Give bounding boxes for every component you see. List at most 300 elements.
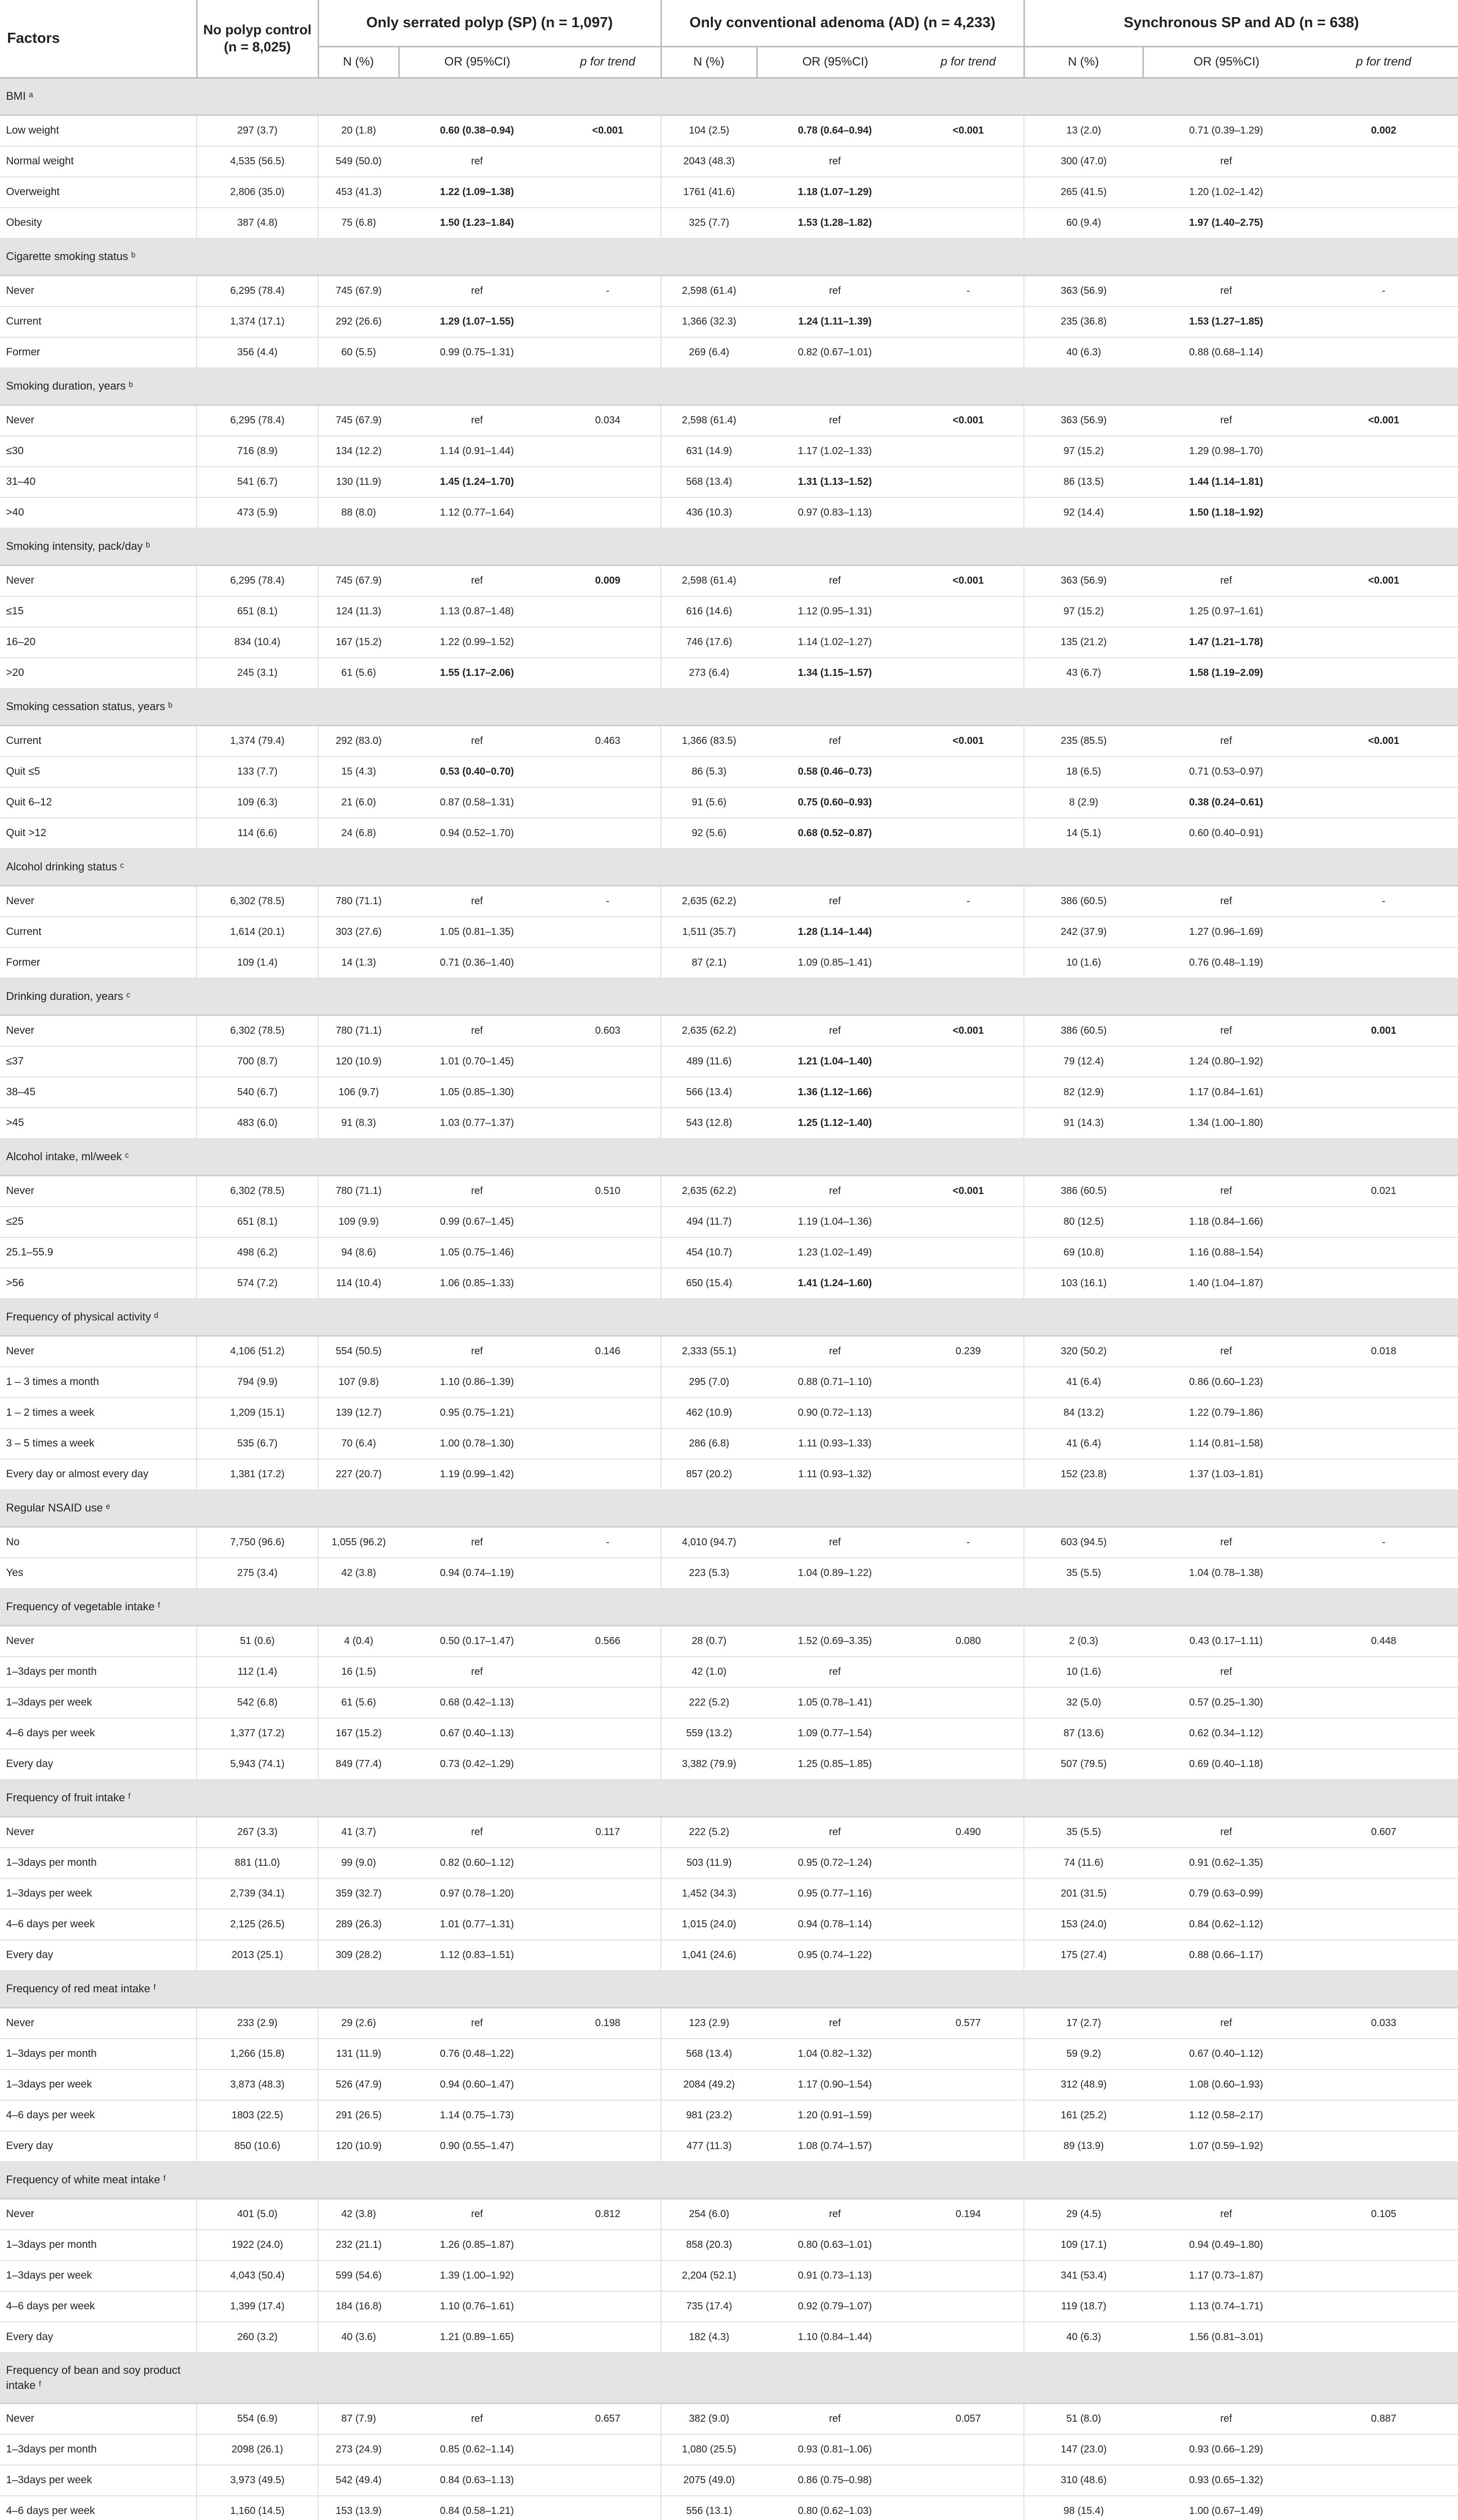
cell-sync-n: 13 (2.0): [1024, 115, 1143, 146]
row-label: Low weight: [0, 115, 197, 146]
cell-ad-or: 0.88 (0.71–1.10): [757, 1367, 913, 1398]
section-fill: [197, 1780, 1458, 1817]
cell-ad-or: [757, 1046, 913, 1077]
cell-ad-or-bold: 1.53 (1.28–1.82): [798, 217, 872, 228]
cell-sync-n: 89 (13.9): [1024, 2131, 1143, 2162]
cell-sp-or: 0.50 (0.17–1.47): [399, 1625, 555, 1657]
cell-sp-p: [555, 757, 661, 787]
cell-sync-n: 98 (15.4): [1024, 2496, 1143, 2520]
cell-ad-or: [757, 177, 913, 208]
cell-no-polyp: 4,535 (56.5): [197, 146, 318, 177]
cell-sync-n: 312 (48.9): [1024, 2069, 1143, 2100]
cell-no-polyp: 3,873 (48.3): [197, 2069, 318, 2100]
table-row: [0, 1367, 1458, 1398]
cell-sp-n: 526 (47.9): [318, 2069, 399, 2100]
cell-ad-p: [913, 658, 1024, 688]
table-row: [0, 2260, 1458, 2291]
cell-no-polyp: 267 (3.3): [197, 1816, 318, 1848]
cell-sync-n: 40 (6.3): [1024, 337, 1143, 368]
cell-sp-p: [555, 818, 661, 849]
cell-sync-p-bold: <0.001: [1368, 575, 1400, 586]
cell-ad-or: 1.19 (1.04–1.36): [757, 1207, 913, 1237]
cell-sp-n: 106 (9.7): [318, 1077, 399, 1108]
cell-ad-p: [913, 948, 1024, 978]
cell-sp-p: [555, 497, 661, 528]
cell-sp-p: [555, 565, 661, 596]
cell-sp-p: [555, 2069, 661, 2100]
cell-sp-or: 1.05 (0.75–1.46): [399, 1237, 555, 1268]
cell-sync-p: [1309, 1108, 1458, 1139]
cell-ad-or: ref: [757, 1657, 913, 1687]
cell-sync-p-bold: <0.001: [1368, 735, 1400, 746]
section-fill: [197, 528, 1458, 565]
cell-ad-or: 0.95 (0.77–1.16): [757, 1878, 913, 1909]
cell-no-polyp: 542 (6.8): [197, 1687, 318, 1718]
cell-sp-p: [555, 1428, 661, 1459]
cell-no-polyp: 700 (8.7): [197, 1046, 318, 1077]
cell-sync-p: -: [1309, 886, 1458, 917]
cell-ad-or: 1.17 (1.02–1.33): [757, 436, 913, 467]
cell-no-polyp: 541 (6.7): [197, 467, 318, 497]
cell-sp-p: [555, 1940, 661, 1971]
row-label: Current: [0, 917, 197, 948]
cell-no-polyp: 540 (6.7): [197, 1077, 318, 1108]
cell-sp-p: 0.566: [555, 1625, 661, 1657]
table-row: [0, 436, 1458, 467]
cell-ad-p: [913, 2291, 1024, 2322]
cell-ad-p: [913, 115, 1024, 146]
cell-ad-p: [913, 1046, 1024, 1077]
row-label: Obesity: [0, 208, 197, 238]
cell-sync-n: 41 (6.4): [1024, 1367, 1143, 1398]
cell-ad-n: 91 (5.6): [661, 787, 757, 818]
cell-sp-or: [399, 658, 555, 688]
cell-sp-n: 75 (6.8): [318, 208, 399, 238]
cell-sync-p: [1309, 1367, 1458, 1398]
cell-no-polyp: 109 (6.3): [197, 787, 318, 818]
cell-sync-p: [1309, 177, 1458, 208]
cell-ad-p: [913, 596, 1024, 627]
cell-sp-n: 139 (12.7): [318, 1398, 399, 1428]
cell-sp-or-bold: 0.60 (0.38–0.94): [440, 124, 514, 136]
cell-ad-or: 1.09 (0.85–1.41): [757, 948, 913, 978]
table-body: [0, 78, 1458, 2520]
cell-ad-p: 0.490: [913, 1816, 1024, 1848]
cell-ad-or: 0.80 (0.63–1.01): [757, 2230, 913, 2260]
cell-ad-or-bold: 1.21 (1.04–1.40): [798, 1055, 872, 1067]
cell-ad-p: [913, 1718, 1024, 1749]
cell-ad-n: 182 (4.3): [661, 2322, 757, 2353]
table-row: [0, 177, 1458, 208]
cell-sp-p: [555, 627, 661, 658]
cell-sp-n: 24 (6.8): [318, 818, 399, 849]
cell-ad-or: ref: [757, 1527, 913, 1558]
cell-sync-or: 0.67 (0.40–1.12): [1143, 2039, 1309, 2069]
cell-ad-p-bold: <0.001: [952, 735, 984, 746]
cell-sync-p: [1309, 208, 1458, 238]
cell-ad-n: 566 (13.4): [661, 1077, 757, 1108]
cell-sync-or: 1.18 (0.84–1.66): [1143, 1207, 1309, 1237]
cell-ad-p: [913, 1077, 1024, 1108]
table-row: [0, 1749, 1458, 1780]
cell-sync-p: [1309, 1749, 1458, 1780]
cell-sync-or: 1.29 (0.98–1.70): [1143, 436, 1309, 467]
row-label: 1 – 2 times a week: [0, 1398, 197, 1428]
cell-sync-n: 153 (24.0): [1024, 1909, 1143, 1940]
section-fill: [197, 368, 1458, 405]
cell-sp-n: 41 (3.7): [318, 1816, 399, 1848]
section-title: Frequency of physical activity ᵈ: [0, 1299, 197, 1336]
cell-ad-n: 454 (10.7): [661, 1237, 757, 1268]
cell-no-polyp: 651 (8.1): [197, 1207, 318, 1237]
cell-ad-n: 28 (0.7): [661, 1625, 757, 1657]
cell-ad-or: [757, 115, 913, 146]
cell-sync-or: 1.25 (0.97–1.61): [1143, 596, 1309, 627]
cell-sync-n: 35 (5.5): [1024, 1558, 1143, 1589]
header-sp-p: p for trend: [555, 46, 661, 78]
cell-ad-or-bold: 1.28 (1.14–1.44): [798, 926, 872, 937]
cell-ad-p: [913, 2069, 1024, 2100]
cell-sync-p: 0.607: [1309, 1816, 1458, 1848]
cell-sp-n: 87 (7.9): [318, 2403, 399, 2434]
cell-sp-or: 1.22 (0.99–1.52): [399, 627, 555, 658]
table-row: [0, 1527, 1458, 1558]
cell-sp-or: ref: [399, 1527, 555, 1558]
cell-sp-n: 167 (15.2): [318, 627, 399, 658]
cell-sp-p: [555, 177, 661, 208]
cell-ad-p-bold: <0.001: [952, 575, 984, 586]
cell-ad-p: [913, 1015, 1024, 1046]
cell-no-polyp: 1,266 (15.8): [197, 2039, 318, 2069]
cell-sync-p: [1309, 2496, 1458, 2520]
row-label: No: [0, 1527, 197, 1558]
row-label: ≤37: [0, 1046, 197, 1077]
cell-ad-n: 222 (5.2): [661, 1687, 757, 1718]
cell-sp-n: 359 (32.7): [318, 1878, 399, 1909]
cell-sp-or: ref: [399, 405, 555, 436]
cell-ad-or: 1.17 (0.90–1.54): [757, 2069, 913, 2100]
cell-ad-or: 1.10 (0.84–1.44): [757, 2322, 913, 2353]
table-row: [0, 1878, 1458, 1909]
header-sync-or: OR (95%CI): [1143, 46, 1309, 78]
row-label: Normal weight: [0, 146, 197, 177]
cell-sp-n: 745 (67.9): [318, 275, 399, 306]
cell-ad-p: [913, 1459, 1024, 1490]
cell-ad-n: 650 (15.4): [661, 1268, 757, 1299]
cell-sp-p: [555, 208, 661, 238]
row-label: Every day: [0, 2322, 197, 2353]
cell-sp-n: 16 (1.5): [318, 1657, 399, 1687]
cell-sp-n: 184 (16.8): [318, 2291, 399, 2322]
row-label: 4–6 days per week: [0, 2496, 197, 2520]
cell-sync-or: 0.71 (0.53–0.97): [1143, 757, 1309, 787]
table-row: [0, 337, 1458, 368]
cell-sp-or-bold: 0.53 (0.40–0.70): [440, 766, 514, 777]
cell-ad-p: 0.577: [913, 2007, 1024, 2039]
table-row: [0, 627, 1458, 658]
cell-sync-p: [1309, 1558, 1458, 1589]
cell-sp-or: 1.39 (1.00–1.92): [399, 2260, 555, 2291]
cell-sync-p: 0.021: [1309, 1175, 1458, 1207]
cell-sync-or: ref: [1143, 565, 1309, 596]
header-sp-or: OR (95%CI): [399, 46, 555, 78]
cell-sp-n: 549 (50.0): [318, 146, 399, 177]
cell-ad-or: 1.23 (1.02–1.49): [757, 1237, 913, 1268]
cell-ad-p: [913, 146, 1024, 177]
cell-sp-or-bold: 1.29 (1.07–1.55): [440, 316, 514, 327]
cell-ad-or-bold: 1.25 (1.12–1.40): [798, 1117, 872, 1128]
table-row: [0, 2100, 1458, 2131]
header-no-polyp-label: No polyp control: [203, 22, 312, 38]
cell-sync-or: ref: [1143, 146, 1309, 177]
cell-sp-n: 780 (71.1): [318, 1015, 399, 1046]
cell-sync-or-bold: 1.47 (1.21–1.78): [1189, 636, 1263, 648]
cell-sp-n: 292 (83.0): [318, 725, 399, 757]
cell-sync-p: [1309, 787, 1458, 818]
cell-sp-p: [555, 2496, 661, 2520]
table-header: [0, 0, 1458, 78]
cell-no-polyp: 114 (6.6): [197, 818, 318, 849]
row-label: Quit >12: [0, 818, 197, 849]
cell-sync-p: [1309, 596, 1458, 627]
cell-sp-or: 0.76 (0.48–1.22): [399, 2039, 555, 2069]
cell-sp-or: 1.03 (0.77–1.37): [399, 1108, 555, 1139]
cell-sync-p: [1309, 405, 1458, 436]
cell-sync-or: 1.17 (0.84–1.61): [1143, 1077, 1309, 1108]
cell-sp-or: 0.84 (0.63–1.13): [399, 2465, 555, 2496]
cell-sync-or: [1143, 627, 1309, 658]
cell-sp-n: 849 (77.4): [318, 1749, 399, 1780]
cell-sp-or: ref: [399, 725, 555, 757]
cell-sync-or-bold: 1.58 (1.19–2.09): [1189, 667, 1263, 678]
cell-sp-p: [555, 1909, 661, 1940]
cell-sync-or: ref: [1143, 1657, 1309, 1687]
row-label: Never: [0, 1816, 197, 1848]
cell-sync-n: 10 (1.6): [1024, 1657, 1143, 1687]
cell-sp-n: 745 (67.9): [318, 565, 399, 596]
cell-ad-p: [913, 1207, 1024, 1237]
table-row: [0, 1909, 1458, 1940]
cell-sync-p: [1309, 2069, 1458, 2100]
cell-sync-n: 35 (5.5): [1024, 1816, 1143, 1848]
table-row: [0, 1459, 1458, 1490]
table-row: [0, 1687, 1458, 1718]
cell-no-polyp: 1,374 (17.1): [197, 306, 318, 337]
cell-sp-p: [555, 436, 661, 467]
cell-sp-p: [555, 1237, 661, 1268]
cell-sync-n: 10 (1.6): [1024, 948, 1143, 978]
cell-sp-or: 1.05 (0.85–1.30): [399, 1077, 555, 1108]
cell-sync-p: 0.033: [1309, 2007, 1458, 2039]
table-row: [0, 787, 1458, 818]
cell-sync-n: 80 (12.5): [1024, 1207, 1143, 1237]
cell-sp-or: [399, 177, 555, 208]
cell-sp-n: 227 (20.7): [318, 1459, 399, 1490]
cell-ad-n: 477 (11.3): [661, 2131, 757, 2162]
cell-sync-n: 51 (8.0): [1024, 2403, 1143, 2434]
cell-sync-n: 86 (13.5): [1024, 467, 1143, 497]
section-title: Frequency of bean and soy product intake ᶠ: [0, 2353, 197, 2404]
cell-ad-n: 4,010 (94.7): [661, 1527, 757, 1558]
cell-sync-or: 0.43 (0.17–1.11): [1143, 1625, 1309, 1657]
cell-sync-p: [1309, 1077, 1458, 1108]
cell-sync-or: 1.12 (0.58–2.17): [1143, 2100, 1309, 2131]
cell-ad-or: 0.94 (0.78–1.14): [757, 1909, 913, 1940]
cell-sp-n: 780 (71.1): [318, 1175, 399, 1207]
cell-sync-or-bold: 1.97 (1.40–2.75): [1189, 217, 1263, 228]
cell-no-polyp: 2,125 (26.5): [197, 1909, 318, 1940]
cell-sp-n: 107 (9.8): [318, 1367, 399, 1398]
cell-ad-or: 1.52 (0.69–3.35): [757, 1625, 913, 1657]
cell-sync-n: 386 (60.5): [1024, 1175, 1143, 1207]
cell-sp-or: 0.87 (0.58–1.31): [399, 787, 555, 818]
section-fill: [197, 978, 1458, 1016]
cell-sync-n: 74 (11.6): [1024, 1848, 1143, 1878]
cell-sync-p: 0.105: [1309, 2198, 1458, 2230]
cell-no-polyp: 2013 (25.1): [197, 1940, 318, 1971]
cell-no-polyp: 1,381 (17.2): [197, 1459, 318, 1490]
section-fill: [197, 2162, 1458, 2199]
cell-sync-or: [1143, 787, 1309, 818]
cell-ad-p: [913, 1749, 1024, 1780]
row-label: 1–3days per month: [0, 2434, 197, 2465]
cell-ad-or: 1.05 (0.78–1.41): [757, 1687, 913, 1718]
table-row: [0, 1558, 1458, 1589]
section-header: [0, 528, 1458, 565]
cell-ad-or: 0.95 (0.72–1.24): [757, 1848, 913, 1878]
cell-sync-n: 14 (5.1): [1024, 818, 1143, 849]
cell-ad-or: [757, 818, 913, 849]
cell-ad-n: 1,511 (35.7): [661, 917, 757, 948]
cell-ad-n: 295 (7.0): [661, 1367, 757, 1398]
cell-ad-n: 1,366 (83.5): [661, 725, 757, 757]
cell-ad-p: [913, 497, 1024, 528]
cell-ad-or: ref: [757, 275, 913, 306]
header-factors: Factors: [0, 0, 197, 78]
cell-sp-p: -: [555, 1527, 661, 1558]
cell-sp-or: ref: [399, 565, 555, 596]
cell-ad-or-bold: 1.34 (1.15–1.57): [798, 667, 872, 678]
cell-sync-or: 0.93 (0.66–1.29): [1143, 2434, 1309, 2465]
cell-ad-p: [913, 2131, 1024, 2162]
row-label: Never: [0, 2198, 197, 2230]
cell-sync-p: [1309, 627, 1458, 658]
cell-sync-or: ref: [1143, 405, 1309, 436]
row-label: Former: [0, 948, 197, 978]
cell-sync-p: [1309, 1459, 1458, 1490]
table-row: [0, 565, 1458, 596]
cell-no-polyp: 716 (8.9): [197, 436, 318, 467]
cell-ad-n: 42 (1.0): [661, 1657, 757, 1687]
cell-sp-n: 21 (6.0): [318, 787, 399, 818]
cell-sp-or: [399, 757, 555, 787]
cell-sync-or: 0.84 (0.62–1.12): [1143, 1909, 1309, 1940]
cell-sp-n: 94 (8.6): [318, 1237, 399, 1268]
cell-sync-p: [1309, 658, 1458, 688]
cell-sp-or: 1.12 (0.77–1.64): [399, 497, 555, 528]
cell-sp-n: 99 (9.0): [318, 1848, 399, 1878]
cell-sp-p: 0.812: [555, 2198, 661, 2230]
table-row: [0, 596, 1458, 627]
cell-sync-p: 0.448: [1309, 1625, 1458, 1657]
cell-sp-p: [555, 1108, 661, 1139]
cell-sync-n: 363 (56.9): [1024, 565, 1143, 596]
cell-sp-p: [555, 2465, 661, 2496]
cell-sp-or: 0.84 (0.58–1.21): [399, 2496, 555, 2520]
cell-ad-p: [913, 1657, 1024, 1687]
cell-no-polyp: 4,043 (50.4): [197, 2260, 318, 2291]
cell-ad-p: [913, 2230, 1024, 2260]
cell-sp-n: 20 (1.8): [318, 115, 399, 146]
cell-sp-p: [555, 2230, 661, 2260]
cell-sp-or: 0.94 (0.60–1.47): [399, 2069, 555, 2100]
cell-ad-p: [913, 1268, 1024, 1299]
row-label: >40: [0, 497, 197, 528]
cell-ad-n: 1,080 (25.5): [661, 2434, 757, 2465]
cell-sync-p: [1309, 1398, 1458, 1428]
cell-sync-p: [1309, 1207, 1458, 1237]
cell-sp-or: 0.82 (0.60–1.12): [399, 1848, 555, 1878]
cell-sync-n: 386 (60.5): [1024, 886, 1143, 917]
cell-sync-n: 242 (37.9): [1024, 917, 1143, 948]
cell-sp-or: 1.19 (0.99–1.42): [399, 1459, 555, 1490]
cell-sync-or: 1.56 (0.81–3.01): [1143, 2322, 1309, 2353]
cell-ad-n: 254 (6.0): [661, 2198, 757, 2230]
cell-sync-p: 0.018: [1309, 1336, 1458, 1367]
table-row: [0, 1046, 1458, 1077]
cell-sync-p: [1309, 2131, 1458, 2162]
row-label: Never: [0, 2403, 197, 2434]
cell-ad-n: 858 (20.3): [661, 2230, 757, 2260]
cell-sp-n: 42 (3.8): [318, 2198, 399, 2230]
cell-sync-or: 1.14 (0.81–1.58): [1143, 1428, 1309, 1459]
cell-sp-n: 780 (71.1): [318, 886, 399, 917]
cell-sync-n: 84 (13.2): [1024, 1398, 1143, 1428]
cell-ad-p: [913, 1367, 1024, 1398]
cell-sync-p: -: [1309, 275, 1458, 306]
cell-no-polyp: 1,399 (17.4): [197, 2291, 318, 2322]
table-row: [0, 2496, 1458, 2520]
cell-ad-or: 1.09 (0.77–1.54): [757, 1718, 913, 1749]
header-sync-n: N (%): [1024, 46, 1143, 78]
cell-sp-or: 1.05 (0.81–1.35): [399, 917, 555, 948]
cell-ad-n: 104 (2.5): [661, 115, 757, 146]
cell-ad-or: 1.11 (0.93–1.32): [757, 1459, 913, 1490]
table-row: [0, 948, 1458, 978]
table-row: [0, 886, 1458, 917]
cell-sp-or: ref: [399, 1015, 555, 1046]
cell-sp-n: 309 (28.2): [318, 1940, 399, 1971]
row-label: Never: [0, 405, 197, 436]
cell-sp-or: ref: [399, 146, 555, 177]
cell-sync-n: 201 (31.5): [1024, 1878, 1143, 1909]
cell-ad-p: [913, 405, 1024, 436]
cell-ad-n: 857 (20.2): [661, 1459, 757, 1490]
cell-sp-p: [555, 467, 661, 497]
cell-sp-p: [555, 2100, 661, 2131]
cell-ad-n: 436 (10.3): [661, 497, 757, 528]
cell-sp-n: 124 (11.3): [318, 596, 399, 627]
table-row: [0, 1175, 1458, 1207]
cell-no-polyp: 7,750 (96.6): [197, 1527, 318, 1558]
section-title: BMI ᵃ: [0, 78, 197, 115]
cell-ad-n: 746 (17.6): [661, 627, 757, 658]
cell-sp-n: 745 (67.9): [318, 405, 399, 436]
section-fill: [197, 78, 1458, 115]
row-label: Never: [0, 1015, 197, 1046]
cell-ad-n: 556 (13.1): [661, 2496, 757, 2520]
cell-sp-p: [555, 1367, 661, 1398]
